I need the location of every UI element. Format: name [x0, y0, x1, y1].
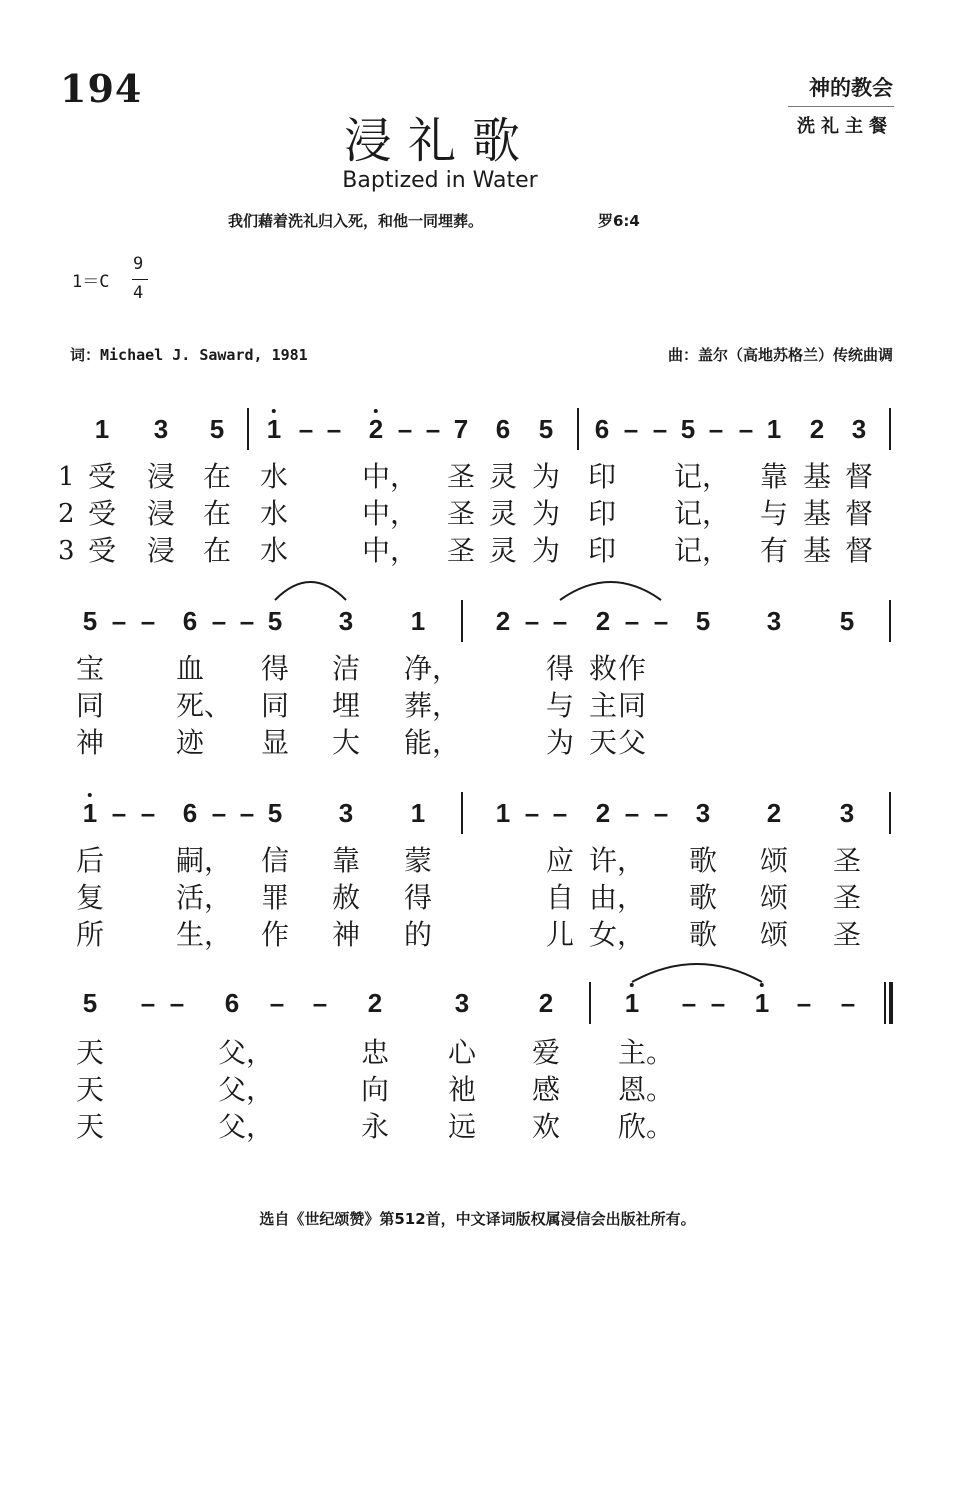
lyric-syllable: 死、: [175, 689, 233, 722]
lyric-syllable: 的: [403, 918, 433, 951]
note-digit: 2: [538, 988, 554, 1018]
lyric-syllable: 圣: [832, 881, 862, 914]
lyric-syllable: 救: [588, 652, 618, 685]
note-digit: –: [524, 606, 540, 636]
note-digit: –: [623, 414, 639, 444]
lyric-syllable: 所: [75, 918, 105, 951]
lyric-syllable: 在: [202, 534, 232, 567]
lyric-syllable: 蒙: [403, 844, 433, 877]
composer-credit: 曲：盖尔（高地苏格兰）传统曲调: [667, 346, 893, 364]
note-digit: 2: [766, 798, 782, 828]
note-digit: 3: [153, 414, 169, 444]
note-digit: –: [239, 606, 255, 636]
note-digit: 5: [839, 606, 855, 636]
lyric-syllable: 在: [202, 460, 232, 493]
note-digit: 5: [267, 798, 283, 828]
lyric-syllable: 同: [260, 689, 290, 722]
slur-arc: [632, 964, 762, 982]
lyric-syllable: 浸: [146, 497, 176, 530]
note-digit: 2: [495, 606, 511, 636]
note-digit: –: [425, 414, 441, 444]
hymn-subtitle: Baptized in Water: [342, 168, 538, 193]
note-digit: 3: [766, 606, 782, 636]
lyric-syllable: 浸: [146, 534, 176, 567]
note-digit: 1: [495, 798, 511, 828]
lyric-syllable: 欢: [531, 1110, 561, 1143]
lyricist-credit: 词：Michael J. Saward, 1981: [70, 346, 308, 364]
lyric-syllable: 水: [259, 460, 289, 493]
lyric-syllable: 记，: [673, 460, 731, 493]
note-digit: –: [624, 606, 640, 636]
lyric-syllable: 能，: [403, 726, 461, 759]
note-digit: 5: [538, 414, 554, 444]
note-digit: –: [312, 988, 328, 1018]
note-digit: 6: [182, 606, 198, 636]
lyric-syllable: 大: [331, 726, 361, 759]
lyric-syllable: 歌: [688, 881, 718, 914]
lyric-syllable: 祂: [447, 1073, 477, 1106]
note-digit: 3: [454, 988, 470, 1018]
lyric-syllable: 儿: [545, 918, 575, 951]
lyric-syllable: 天: [75, 1036, 105, 1069]
note-digit: –: [652, 414, 668, 444]
lyric-syllable: 与: [545, 689, 575, 722]
lyric-syllable: 记，: [673, 534, 731, 567]
lyric-syllable: 靠: [759, 460, 789, 493]
note-digit: –: [524, 798, 540, 828]
note-digit: –: [211, 798, 227, 828]
lyric-syllable: 向: [360, 1073, 390, 1106]
lyric-syllable: 督: [844, 534, 874, 567]
lyric-syllable: 基: [802, 497, 832, 530]
lyric-syllable: 爱: [531, 1036, 561, 1069]
copyright-footer: 选自《世纪颂赞》第512首，中文译词版权属浸信会出版社所有。: [259, 1210, 696, 1228]
note-digit: –: [140, 988, 156, 1018]
note-digit: 3: [839, 798, 855, 828]
lyric-syllable: 心: [447, 1036, 477, 1069]
lyric-syllable: 作: [260, 918, 290, 951]
lyric-syllable: 活，: [175, 881, 233, 914]
lyric-syllable: 督: [844, 497, 874, 530]
note-digit: 6: [594, 414, 610, 444]
lyric-syllable: 颂: [759, 844, 789, 877]
note-digit: –: [169, 988, 185, 1018]
verse-number: 3: [58, 536, 75, 566]
lyric-syllable: 灵: [488, 460, 518, 493]
lyric-syllable: 恩。: [617, 1073, 675, 1106]
lyric-syllable: 有: [759, 534, 789, 567]
lyric-syllable: 为: [531, 460, 561, 493]
lyric-syllable: 圣: [446, 534, 476, 567]
note-digit: 6: [495, 414, 511, 444]
lyric-syllable: 中，: [361, 534, 419, 567]
note-digit: 1: [410, 798, 426, 828]
note-digit: 2: [595, 798, 611, 828]
note-digit: 1: [82, 798, 98, 828]
lyric-syllable: 父，: [217, 1073, 275, 1106]
note-digit: 6: [224, 988, 240, 1018]
note-digit: 2: [809, 414, 825, 444]
note-digit: 5: [267, 606, 283, 636]
note-digit: 5: [695, 606, 711, 636]
lyric-syllable: 天: [75, 1110, 105, 1143]
lyric-syllable: 为: [545, 726, 575, 759]
lyric-syllable: 由，: [588, 881, 646, 914]
lyric-syllable: 欣。: [617, 1110, 675, 1143]
lyric-syllable: 灵: [488, 497, 518, 530]
lyric-syllable: 浸: [146, 460, 176, 493]
key-signature: 1＝C: [72, 272, 110, 292]
lyric-syllable: 同: [75, 689, 105, 722]
lyric-syllable: 信: [260, 844, 290, 877]
lyric-syllable: 圣: [832, 844, 862, 877]
lyric-syllable: 自: [545, 881, 575, 914]
lyric-syllable: 印: [587, 534, 617, 567]
note-digit: 1: [624, 988, 640, 1018]
note-digit: 3: [338, 798, 354, 828]
lyric-syllable: 为: [531, 497, 561, 530]
lyric-syllable: 印: [587, 460, 617, 493]
lyric-syllable: 印: [587, 497, 617, 530]
subcategory-label: 洗礼主餐: [797, 116, 893, 137]
note-digit: –: [552, 606, 568, 636]
lyric-syllable: 父，: [217, 1036, 275, 1069]
lyric-syllable: 宝: [75, 652, 105, 685]
category-label: 神的教会: [809, 76, 893, 100]
lyric-syllable: 生，: [175, 918, 233, 951]
lyric-syllable: 感: [531, 1073, 561, 1106]
note-digit: 3: [338, 606, 354, 636]
lyric-syllable: 得: [545, 652, 575, 685]
note-digit: –: [111, 798, 127, 828]
note-digit: 1: [266, 414, 282, 444]
note-digit: –: [796, 988, 812, 1018]
note-digit: –: [653, 606, 669, 636]
note-digit: –: [211, 606, 227, 636]
lyric-syllable: 永: [360, 1110, 390, 1143]
note-digit: 5: [680, 414, 696, 444]
lyric-syllable: 洁: [331, 652, 361, 685]
note-digit: –: [624, 798, 640, 828]
lyric-syllable: 基: [802, 534, 832, 567]
note-digit: –: [326, 414, 342, 444]
lyric-syllable: 嗣，: [175, 844, 233, 877]
lyric-syllable: 父: [617, 726, 647, 759]
lyric-syllable: 显: [260, 726, 290, 759]
lyric-syllable: 神: [331, 918, 361, 951]
lyric-syllable: 主: [588, 689, 618, 722]
note-digit: 2: [367, 988, 383, 1018]
lyric-syllable: 为: [531, 534, 561, 567]
note-digit: –: [298, 414, 314, 444]
lyric-syllable: 神: [75, 726, 105, 759]
note-digit: –: [708, 414, 724, 444]
note-digit: –: [552, 798, 568, 828]
lyric-syllable: 灵: [488, 534, 518, 567]
note-digit: 1: [766, 414, 782, 444]
note-digit: 5: [82, 606, 98, 636]
lyric-syllable: 在: [202, 497, 232, 530]
lyric-syllable: 水: [259, 534, 289, 567]
lyric-syllable: 基: [802, 460, 832, 493]
lyric-syllable: 水: [259, 497, 289, 530]
lyric-syllable: 净，: [403, 652, 461, 685]
lyric-syllable: 圣: [832, 918, 862, 951]
lyric-syllable: 督: [844, 460, 874, 493]
lyric-syllable: 主。: [617, 1036, 675, 1069]
note-digit: 2: [368, 414, 384, 444]
lyric-syllable: 歌: [688, 844, 718, 877]
lyric-syllable: 中，: [361, 497, 419, 530]
note-digit: –: [140, 606, 156, 636]
lyric-syllable: 复: [75, 881, 105, 914]
lyric-syllable: 许，: [588, 844, 646, 877]
lyric-syllable: 受: [87, 497, 117, 530]
note-digit: 1: [410, 606, 426, 636]
scripture-reference: 罗6:4: [598, 212, 640, 230]
lyric-syllable: 罪: [260, 881, 290, 914]
lyric-syllable: 靠: [331, 844, 361, 877]
lyric-syllable: 迹: [175, 726, 205, 759]
lyric-syllable: 血: [175, 652, 205, 685]
lyric-syllable: 天: [75, 1073, 105, 1106]
lyric-syllable: 记，: [673, 497, 731, 530]
lyric-syllable: 应: [545, 844, 575, 877]
lyric-syllable: 远: [447, 1110, 477, 1143]
note-digit: 3: [695, 798, 711, 828]
note-digit: 2: [595, 606, 611, 636]
lyric-syllable: 受: [87, 460, 117, 493]
lyric-syllable: 同: [617, 689, 647, 722]
lyric-syllable: 赦: [331, 881, 361, 914]
hymn-number: 194: [60, 66, 143, 111]
lyric-syllable: 圣: [446, 497, 476, 530]
lyric-syllable: 父，: [217, 1110, 275, 1143]
note-digit: 3: [851, 414, 867, 444]
note-digit: –: [681, 988, 697, 1018]
lyric-syllable: 中，: [361, 460, 419, 493]
note-digit: –: [653, 798, 669, 828]
lyric-syllable: 女，: [588, 918, 646, 951]
note-digit: 5: [209, 414, 225, 444]
note-digit: 1: [754, 988, 770, 1018]
note-digit: 7: [453, 414, 469, 444]
scripture-verse: 我们藉着洗礼归入死，和他一同埋葬。: [228, 212, 484, 230]
note-digit: –: [738, 414, 754, 444]
verse-number: 2: [58, 499, 75, 529]
lyric-syllable: 埋: [331, 689, 361, 722]
lyric-syllable: 受: [87, 534, 117, 567]
note-digit: 1: [94, 414, 110, 444]
lyric-syllable: 得: [260, 652, 290, 685]
note-digit: –: [840, 988, 856, 1018]
lyric-syllable: 圣: [446, 460, 476, 493]
note-digit: –: [140, 798, 156, 828]
note-digit: –: [269, 988, 285, 1018]
note-digit: 6: [182, 798, 198, 828]
time-signature-bottom: 4: [133, 283, 144, 303]
note-digit: –: [710, 988, 726, 1018]
lyric-syllable: 歌: [688, 918, 718, 951]
lyric-syllable: 作: [617, 652, 647, 685]
verse-number: 1: [58, 462, 75, 492]
note-digit: –: [239, 798, 255, 828]
note-digit: –: [111, 606, 127, 636]
note-digit: –: [397, 414, 413, 444]
lyric-syllable: 颂: [759, 918, 789, 951]
lyric-syllable: 忠: [360, 1036, 390, 1069]
lyric-syllable: 与: [759, 497, 789, 530]
lyric-syllable: 得: [403, 881, 433, 914]
lyric-syllable: 葬，: [403, 689, 461, 722]
lyric-syllable: 颂: [759, 881, 789, 914]
note-digit: 5: [82, 988, 98, 1018]
lyric-syllable: 后: [75, 844, 105, 877]
time-signature-top: 9: [133, 254, 144, 274]
hymn-title: 浸礼歌: [343, 113, 536, 169]
lyric-syllable: 天: [588, 726, 618, 759]
